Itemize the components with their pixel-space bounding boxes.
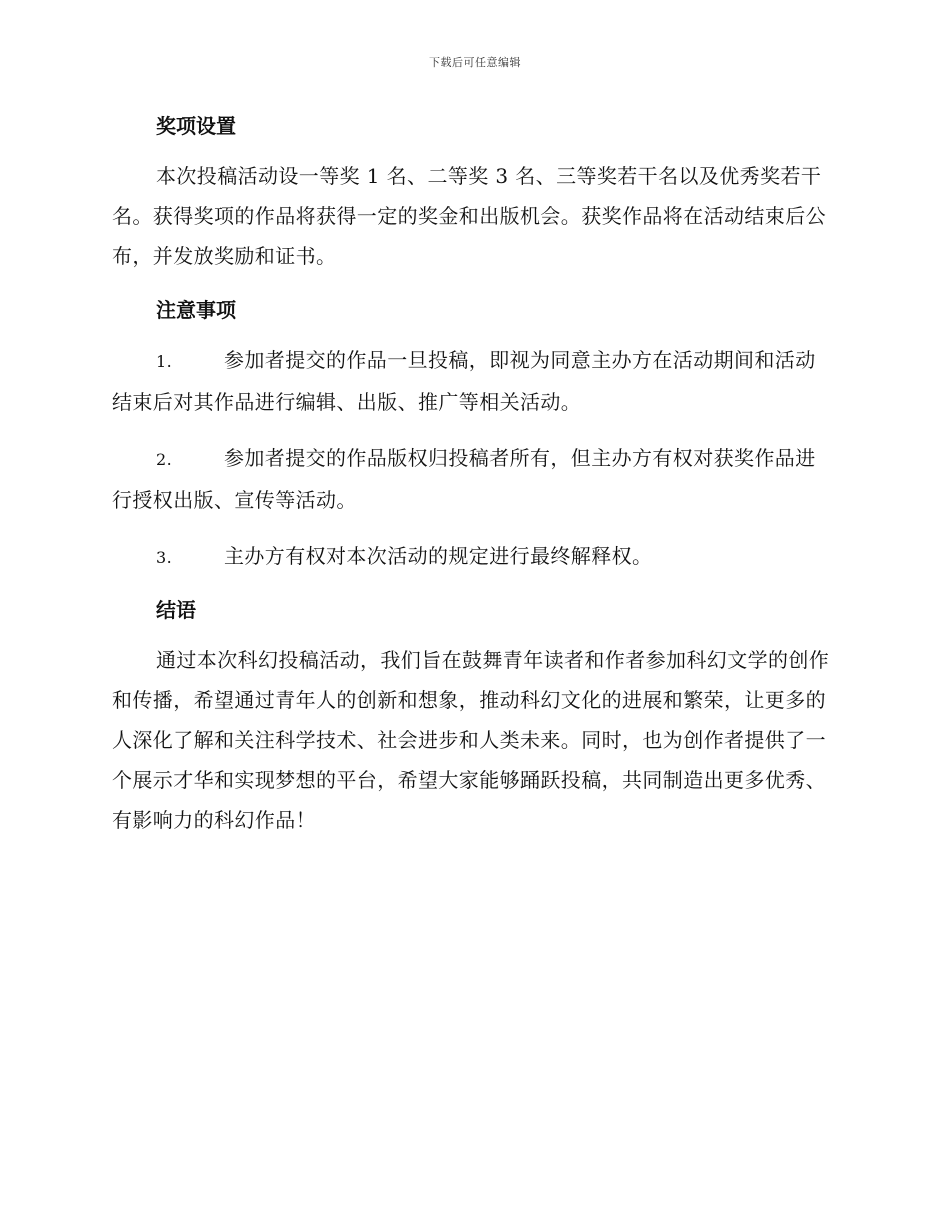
list-item-text: 参加者提交的作品版权归投稿者所有，但主办方有权对获奖作品进行授权出版、宣传等活动。	[112, 446, 816, 512]
list-item-text: 参加者提交的作品一旦投稿，即视为同意主办方在活动期间和活动结束后对其作品进行编辑、出版、推广等相关活动。	[112, 348, 816, 414]
page-header: 下载后可任意编辑	[429, 56, 521, 69]
awards-heading: 奖项设置	[156, 114, 236, 138]
document-body	[112, 106, 834, 854]
notes-list-item-2	[112, 438, 834, 520]
list-number: 2.	[156, 450, 173, 469]
notes-heading: 注意事项	[156, 298, 236, 322]
awards-paragraph: 本次投稿活动设一等奖 1 名、二等奖 3 名、三等奖若干名以及优秀奖若干名。获得奖项的作品将获得一定的奖金和出版机会。获奖作品将在活动结束后公布，并发放奖励和证书。	[112, 164, 826, 268]
conclusion-heading: 结语	[156, 598, 196, 622]
list-number: 1.	[156, 352, 173, 371]
conclusion-paragraph: 通过本次科幻投稿活动，我们旨在鼓舞青年读者和作者参加科幻文学的创作和传播，希望通过青年人的创新和想象，推动科幻文化的进展和繁荣，让更多的人深化了解和关注科学技术、社会进步和人类未来。同时，也为创作者提供了一个展示才华和实现梦想的平台，希望大家能够踊跃投稿，共同制造出更多优秀、有影响力的科幻作品！	[112, 648, 830, 832]
list-item-text: 主办方有权对本次活动的规定进行最终解释权。	[224, 544, 653, 568]
list-number: 3.	[156, 548, 173, 567]
notes-list-item-3	[112, 536, 834, 578]
notes-list-item-1	[112, 340, 834, 422]
